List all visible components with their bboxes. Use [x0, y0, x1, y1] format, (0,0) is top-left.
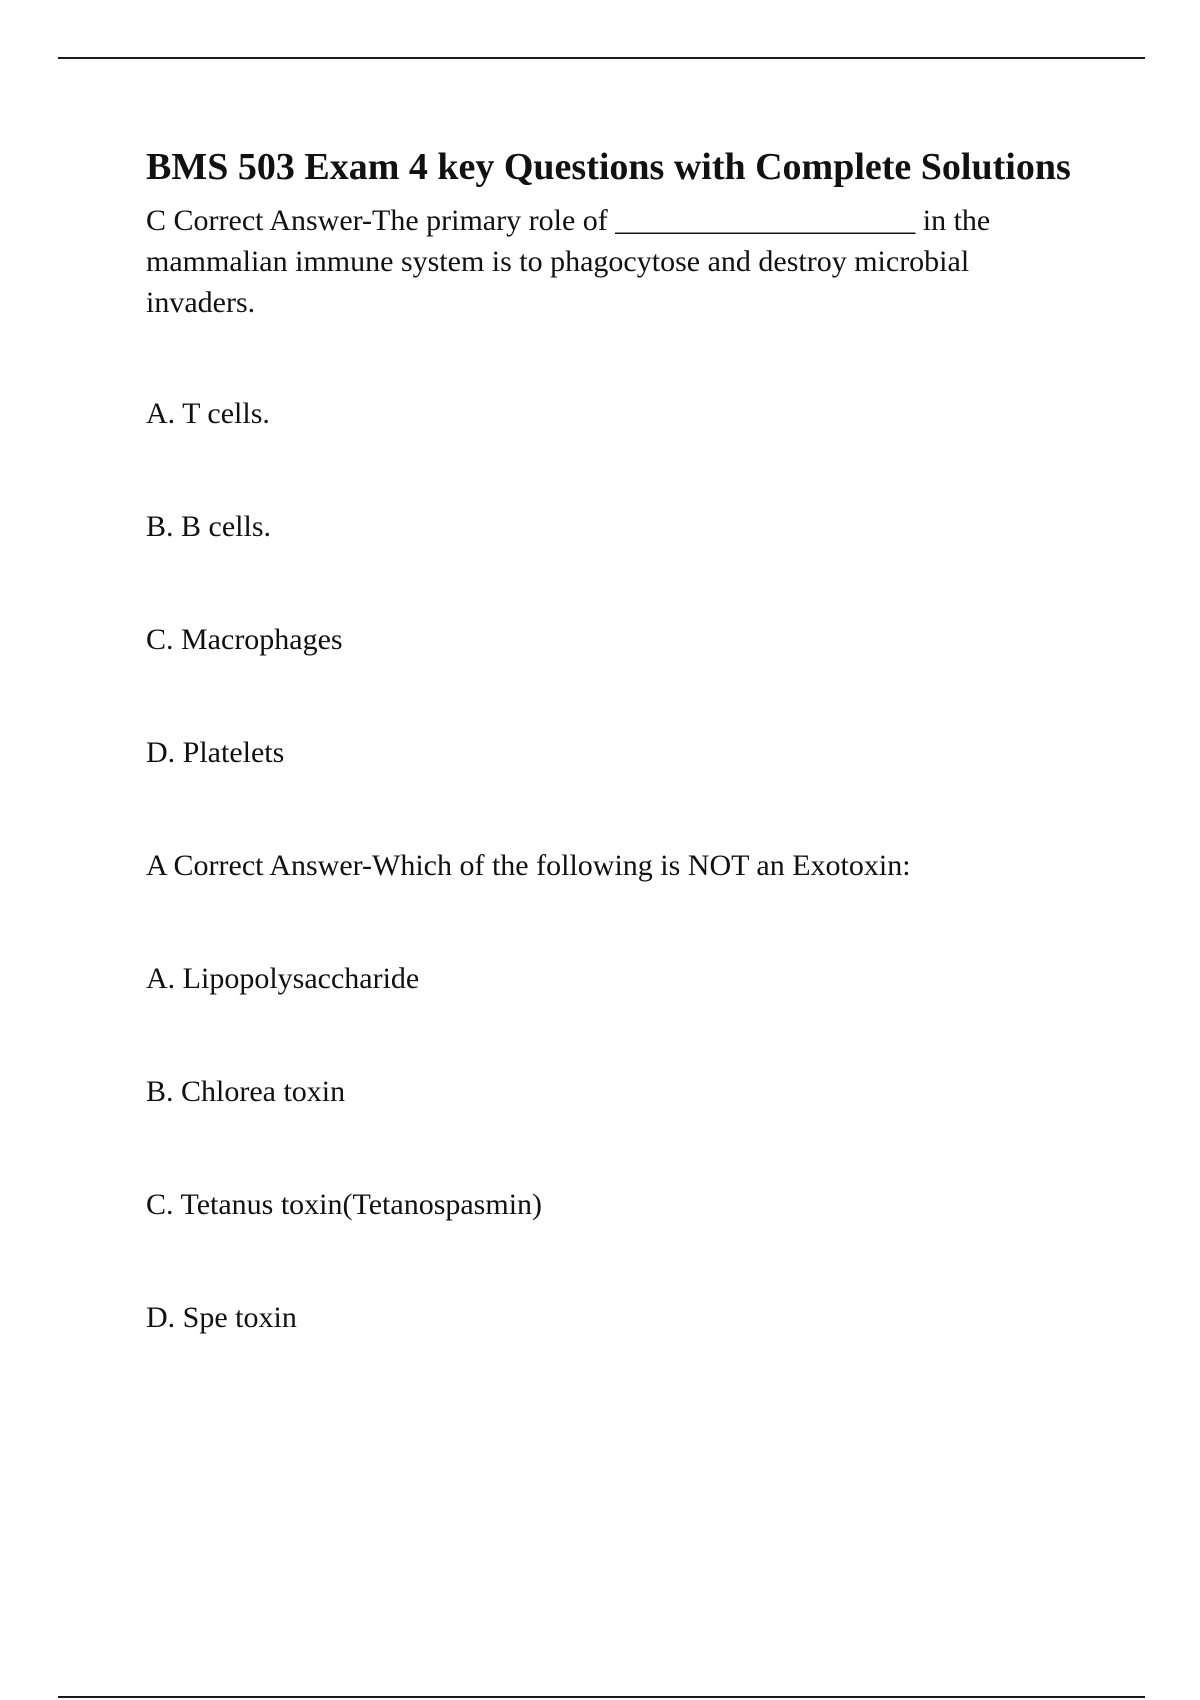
top-rule	[58, 57, 1145, 59]
question-1-option-b: B. B cells.	[146, 510, 271, 543]
question-2-option-b: B. Chlorea toxin	[146, 1075, 346, 1108]
question-1-text: C Correct Answer-The primary role of ____________________ in the mammalian immune system is to phagocytose and destroy microbial invaders.	[146, 204, 991, 319]
bottom-rule	[58, 1696, 1145, 1698]
question-1-option-d: D. Platelets	[146, 736, 285, 769]
question-1-option-a: A. T cells.	[146, 397, 270, 430]
question-2-option-d: D. Spe toxin	[146, 1301, 297, 1334]
question-2-text: A Correct Answer-Which of the following is NOT an Exotoxin:	[146, 849, 911, 882]
document-title: BMS 503 Exam 4 key Questions with Complete Solutions	[146, 146, 1071, 188]
question-1-option-c: C. Macrophages	[146, 623, 343, 656]
question-2-option-a: A. Lipopolysaccharide	[146, 962, 420, 995]
document-content	[146, 142, 1076, 1338]
question-2-option-c: C. Tetanus toxin(Tetanospasmin)	[146, 1188, 543, 1221]
